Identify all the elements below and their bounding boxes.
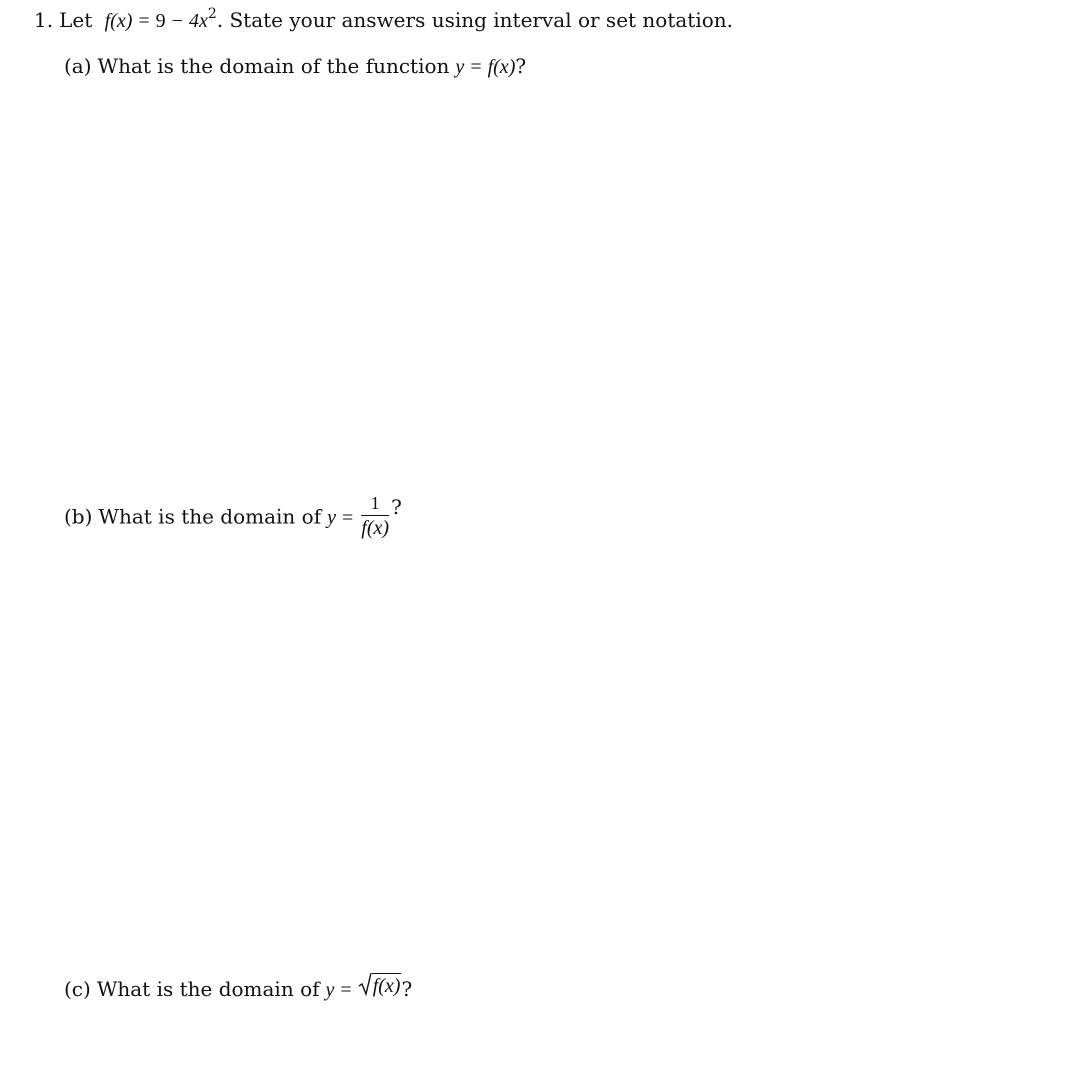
- part-c-square-root: [358, 972, 402, 996]
- part-c-label: (c): [64, 977, 91, 1001]
- radical-sign-icon: [358, 972, 372, 996]
- part-c-radicand: f(x): [372, 975, 401, 997]
- part-c-text: What is the domain of: [96, 977, 320, 1001]
- part-c-question-mark: ?: [401, 977, 413, 1001]
- part-b-question-mark: ?: [391, 494, 402, 519]
- minus-sign: −: [171, 10, 183, 32]
- part-a-y-variable: y: [455, 56, 465, 78]
- part-a-text: What is the domain of the function: [97, 54, 450, 78]
- part-b-question: (b) What is the domain of y = $\frac{1}{f(x)}$ ?: [64, 493, 402, 539]
- function-constant: 9: [155, 10, 166, 32]
- part-b-fraction: [361, 494, 389, 538]
- part-a-rhs: f(x): [487, 56, 516, 78]
- function-term: 4x: [188, 10, 208, 32]
- problem-instruction: . State your answers using interval or set notation.: [216, 8, 734, 32]
- part-b-label: (b): [64, 504, 93, 529]
- problem-statement: 1. Let $f(x) = 9 - 4x^2$. State your answers using interval or set notation.: [34, 6, 734, 32]
- part-b-text: What is the domain of: [98, 504, 322, 529]
- part-c-y-variable: y: [325, 979, 335, 1001]
- let-word: Let: [59, 8, 93, 32]
- part-c-question: (c) What is the domain of y = f(x) ?: [64, 972, 412, 1000]
- function-exponent: 2: [207, 6, 217, 22]
- part-b-y-variable: y: [327, 506, 337, 529]
- part-a-question: (a) What is the domain of the function y = f(x)?: [64, 54, 527, 78]
- part-b-numerator: 1: [361, 494, 389, 516]
- part-a-label: (a): [64, 54, 92, 78]
- problem-number: 1.: [34, 8, 54, 32]
- part-b-denominator: f(x): [361, 517, 390, 539]
- function-lhs: f(x): [104, 10, 133, 32]
- part-a-question-mark: ?: [515, 54, 527, 78]
